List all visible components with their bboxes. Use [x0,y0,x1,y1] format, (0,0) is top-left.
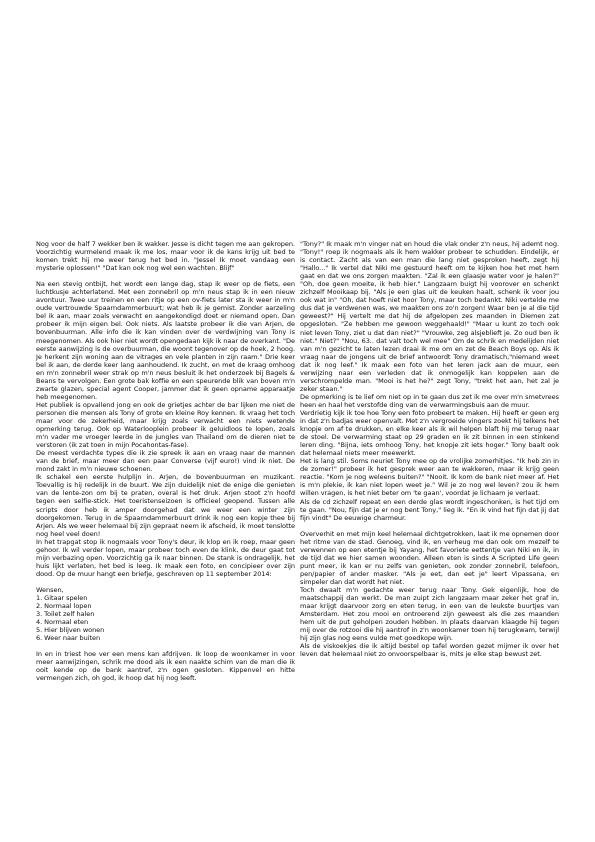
paragraph: In en in triest hoe ver een mens kan afdrijven. Ik loop de woonkamer in voor meer aanwijzingen, schrik me dood als ik een naakte schim van de man die ik ooit kende op de bank aantref, z'n ogen gesloten. Kippenvel en hitte vermengen zich, oh god, ik hoop dat hij nog leeft. [36,650,295,683]
paragraph: Oververhit en met mijn keel helemaal dichtgetrokken, laat ik me opnemen door het ritme van de stad. Genoeg, vind ik, en verheug me dan ook om mezelf te verwennen op een etentje bij Yayang, het favoriete eettentje van Niki en ik, in de tijd dat we hier samen woonden. Alleen eten is sinds A Scripted Life geen punt meer, ik kan er nu zelfs van genieten, ook zonder zonnebril, telefoon, pen/papier of ander masker. "Als je eet, dan eet je" leert Vipassana, en simpeler dan dat wordt het niet. [300,529,559,586]
list-item: 3. Toilet zelf halen [36,610,95,619]
paragraph: Als de viskoekjes die ik altijd bestel op tafel worden gezet mijmer ik over het leven dat helemaal niet zo onvoorspelbaar is, mits je elke stap bewust zet. [300,642,559,659]
paragraph: De opmerking is te lief om niet op in te gaan dus zet ik me over m'n smetvrees heen en haal het verstofde ding van de verwarmingsbuis aan de muur. [300,392,559,409]
paragraph: Als de cd zichzelf repeat en een derde glas wordt ingeschonken, is het tijd om te gaan. "Nou, fijn dat je er nog bent Tony," lieg ik. "En ik vind het fijn dat jij dat fijn vindt" De eeuwige charmeur. [300,497,559,522]
paragraph: Verdrietig kijk ik toe hoe Tony een foto probeert te maken. Hij heeft er geen erg in dat z'n badjas weer openvalt. Met z'n vergroeide vingers zoekt hij telkens het knopje om af te drukken, en elke keer als ik wil helpen blaft hij me terug naar de stoel. De verwarming staat op 29 graden en ik zit binnen in een stinkend leren ding. "Bijna, iets omhoog Tony, het knopje zit iets hoger." Tony baalt ook dat helemaal niets meer meewerkt. [300,408,559,458]
right-column [300,240,559,658]
paragraph: In het trapgat stop ik nogmaals voor Tony's deur, ik klop en ik roep, maar geen gehoor. Ik wil verder lopen, maar probeer toch even de klink, de deur gaat tot mijn verbazing open. Voorzichtig ga ik naar binnen. De stank is ondragelijk, het huis lijkt verlaten, het bed is leeg. Ik maak een foto, en concipieer over zijn dood. Op de muur hangt een briefje, geschreven op 11 september 2014: [36,537,295,578]
paragraph: Ik schakel een eerste hulplijn in. Arjen, de bovenbuurman en muzikant. Toevallig is hij redelijk in de buurt. We zijn duidelijk niet de enige die genieten van de lente-zon om bij te praten, overal is het druk. Arjen stoot z'n hoofd tegen een selfie-stick. Het toeristenseizoen is officieel geopend. Tussen alle scripts door heb ik amper doorgehad dat we weer een winter zijn doorgekomen. Terug in de Spaarndammerbuurt drink ik nog een kopje thee bij Arjen. Als we weer helemaal bij zijn gepraat neem ik afscheid, ik moet tenslotte nog heel veel doen! [36,473,295,538]
list-item: 1. Gitaar spelen [36,593,88,602]
list-item: 5. Hier blijven wonen [36,626,105,635]
paragraph: Toch dwaalt m'n gedachte weer terug naar Tony. Gek eigenlijk, hoe de maatschappij dan werkt. De man zuipt zich langzaam maar zeker het graf in, maar krijgt daarvoor zorg en eten terug, in een van de leukste buurtjes van Amsterdam. Het zou mooi en ontroerend zijn geweest als die zes maanden hem uit de put geholpen zouden hebben. In plaats daarvan klaagde hij tegen mij over de rotzooi die hij aantrof in z'n woonkamer toen hij terugkwam, terwijl hij zijn glas nog eens vulde met goedkope wijn. [300,585,559,643]
list-title: Wensen, [36,585,64,594]
paragraph: Het publiek is opvallend jong en ook de grietjes achter de bar lijken me niet de personen die mensen als Tony of grote en kleine Roy kennen. Ik vraag het toch maar voor de zekerheid, maar krijg zoals verwacht een niets wetende opmerking terug. Ook op Waterlooplein probeer ik geluidloos te lopen, zoals m'n vader me vroeger leerde in de jungles van Thailand om de dieren niet te verstoren (ik zat toen in mijn Pocahontas-fase). [36,400,295,450]
list-item: 4. Normaal eten [36,618,89,627]
list-item: 6. Weer naar buiten [36,634,101,643]
paragraph: Het is lang stil. Soms neuriet Tony mee op de vrolijke zomerhitjes. "Ik heb zin in de zomer!" probeer ik het gesprek weer aan te wakkeren, maar ik krijg geen reactie. "Kom je nog weleens buiten?" "Nooit. Ik kom de bank niet meer af. Het is m'n plekie, ik kan niet lopen weet je." Wil je zo nog wel leven? zou ik hem willen vragen, is het niet beter om 'te gaan', voordat je lichaam je verlaat. [300,457,559,498]
wish-list [36,594,295,642]
left-column [36,240,295,682]
paragraph: "Tony?" Ik maak m'n vinger nat en houd die vlak onder z'n neus, hij ademt nog. "Tony!" roep ik nogmaals als ik hem wakker probeer te schudden. Eindelijk, er is contact. Zacht als van een man die lang niet gesproken heeft, zegt hij "Hallo..." Ik vertel dat Niki me gestuurd heeft om te kijken hoe het met hem gaat en dat we ons zorgen maakten. "Zal ik een glaasje water voor je halen?" "Oh, doe geen moeite, ik heb hier." Langzaam buigt hij voorover en schenkt zichzelf Mooikaap bij. "Als je een glas uit de keuken haalt, schenk ik voor jou ook wat in" "Oh, dat hoeft niet hoor Tony, maar toch bedankt. Niki vertelde me dus dat je verdwenen was, we maakten ons zo'n zorgen! Waar ben je al die tijd geweest?" Hij vertelt me dat hij de afgelopen zes maanden in Diemen zat opgesloten. "Ze hebben me gewoon weggehaald!" "Maar u kunt zo toch ook niet leven Tony, ziet u dat dan niet?" "Vrouwke, zeg alsjeblieft je. Zo oud ben ik niet." Niet?" "Nou, 63.. dat valt toch wel mee" Om de schrik en medelijden niet van m'n gezicht te laten lezen draai ik me om en zet de Beach Boys op. Als ik vraag naar de jongens uit de brief antwoordt Tony dramatisch,"niemand weet dat ik nog leef." Ik maak een foto van het leren jack aan de muur, een verwijzing naar een verleden dat ik onmogelijk kan koppelen aan de verschrompelde man. "Mooi is het he?" zegt Tony, "trekt het aan, het zal je zeker staan." [300,240,559,393]
paragraph: Nog voor de half 7 wekker ben ik wakker. Jesse is dicht tegen me aan gekropen. Voorzichtig wurmelend maak ik me los, maar voor ik de kans krijg uit bed te komen trekt hij me weer terug het bed in. "Jessel Ik moet vandaag een mysterie oplossen!" "Dat kan ook nog wel een wachten. Blijf" [36,240,295,273]
paragraph: Na een stevig ontbijt, het wordt een lange dag, stap ik weer op de fiets, een luchtkusje achterlatend. Met een zonnebril op m'n neus stap ik in een nieuw avontuur. Twee uur treinen en een ritje op een ov-fiets later sta ik weer in m'n oude vertrouwde Spaarndammerbuurt; wat heb ik je gemist. Zonder aarzeling bel ik aan, maar zoals verwacht en aangekondigd doet er niemand open. Dan probeer ik mijn eigen bel. Ook niets. Als laatste probeer ik die van Arjen, de bovenbuurman. Alle info die ik kan vinden over de verdwijning van Tony is meegenomen. Als ook hier niet wordt opengedaan kijk ik naar de overkant. "De eerste aanwijzing is de overbuurman, die woont tegenover op de hoek, 2 hoog. Je herkent zijn woning aan de vitrages en vele planten in zijn raam." Drie keer bel ik aan, de derde keer lang aanhoudend. Ik zucht, en met de kraag omhoog en m'n zonnebril weer strak op m'n neus besluit ik het onderzoek bij Bagels & Beans te vervolgen. Een grote bak koffie en een speurende blik van boven m'n zwarte glazen, special agent Cooper, jammer dat ik geen opname apparaatje heb meegenomen. [36,280,295,401]
list-item: 2. Normaal lopen [36,602,92,611]
paragraph: De meest verdachte types die ik zie spreek ik aan en vraag naar de mannen van de brief, maar meer dan een paar Converse (vijf euro!) vind ik niet. De mond zakt in m'n nieuwe schoenen. [36,449,295,474]
